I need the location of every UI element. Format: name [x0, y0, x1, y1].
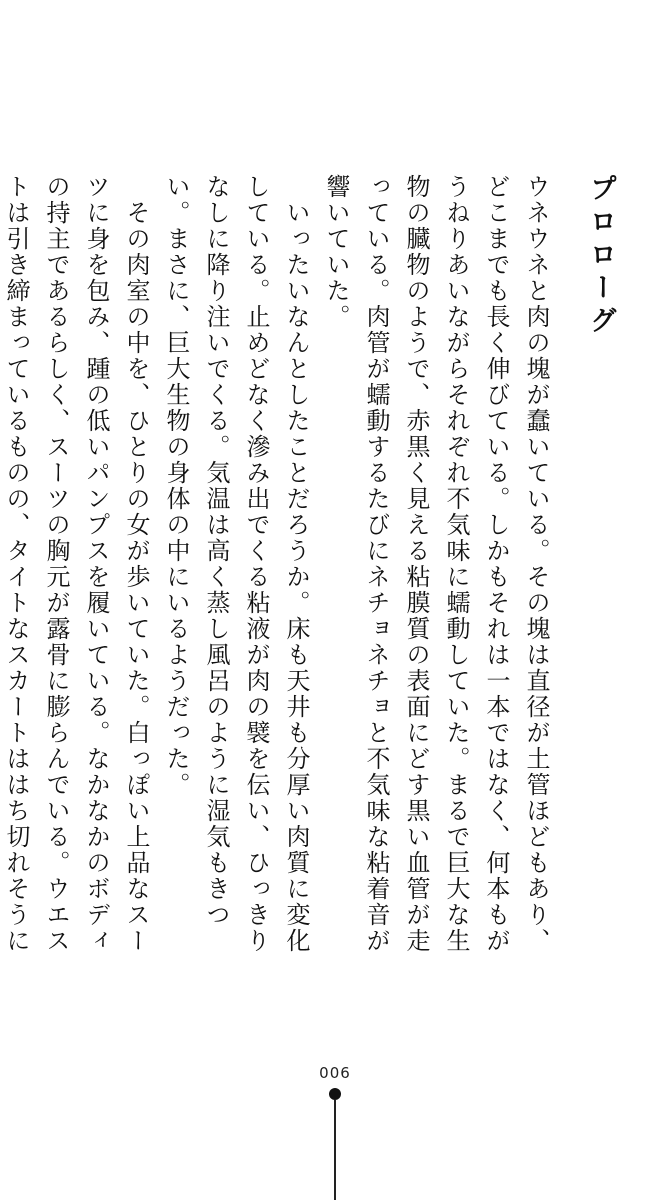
- page-marker-dot-icon: [329, 1088, 341, 1100]
- vertical-text-block: [0, 174, 620, 974]
- page-marker: [328, 1088, 342, 1200]
- paragraph-2: いったいなんとしたことだろうか。床も天井も分厚い肉質に変化している。止めどなく滲み出でくる粘液が肉の襞を伝い、ひっきりなしに降り注いでくる。気温は高く蒸し風呂のように湿気もきつい。まさに、巨大生物の身体の中にいるようだった。: [162, 174, 310, 954]
- paragraph-1: ウネウネと肉の塊が蠢いている。その塊は直径が土管ほどもあり、どこまでも長く伸びている。しかもそれは一本ではなく、何本もがうねりあいながらそれぞれ不気味に蠕動していた。まるで巨大な生物の臓物のようで、赤黒く見える粘膜質の表面にどす黒い血管が走っている。肉管が蠕動するたびにネチョネチョと不気味な粘着音が響いていた。: [322, 174, 550, 954]
- page-marker-line: [334, 1100, 336, 1200]
- paragraph-3: その肉室の中を、ひとりの女が歩いていた。白っぽい上品なスーツに身を包み、踵の低いパンプスを履いている。なかなかのボディの持主であるらしく、スーツの胸元が露骨に膨らんでいる。ウエストは引き締まっているものの、タイトなスカートははち切れそうに: [2, 174, 150, 954]
- page-number: 006: [319, 1064, 351, 1082]
- chapter-title: プロローグ: [585, 174, 616, 339]
